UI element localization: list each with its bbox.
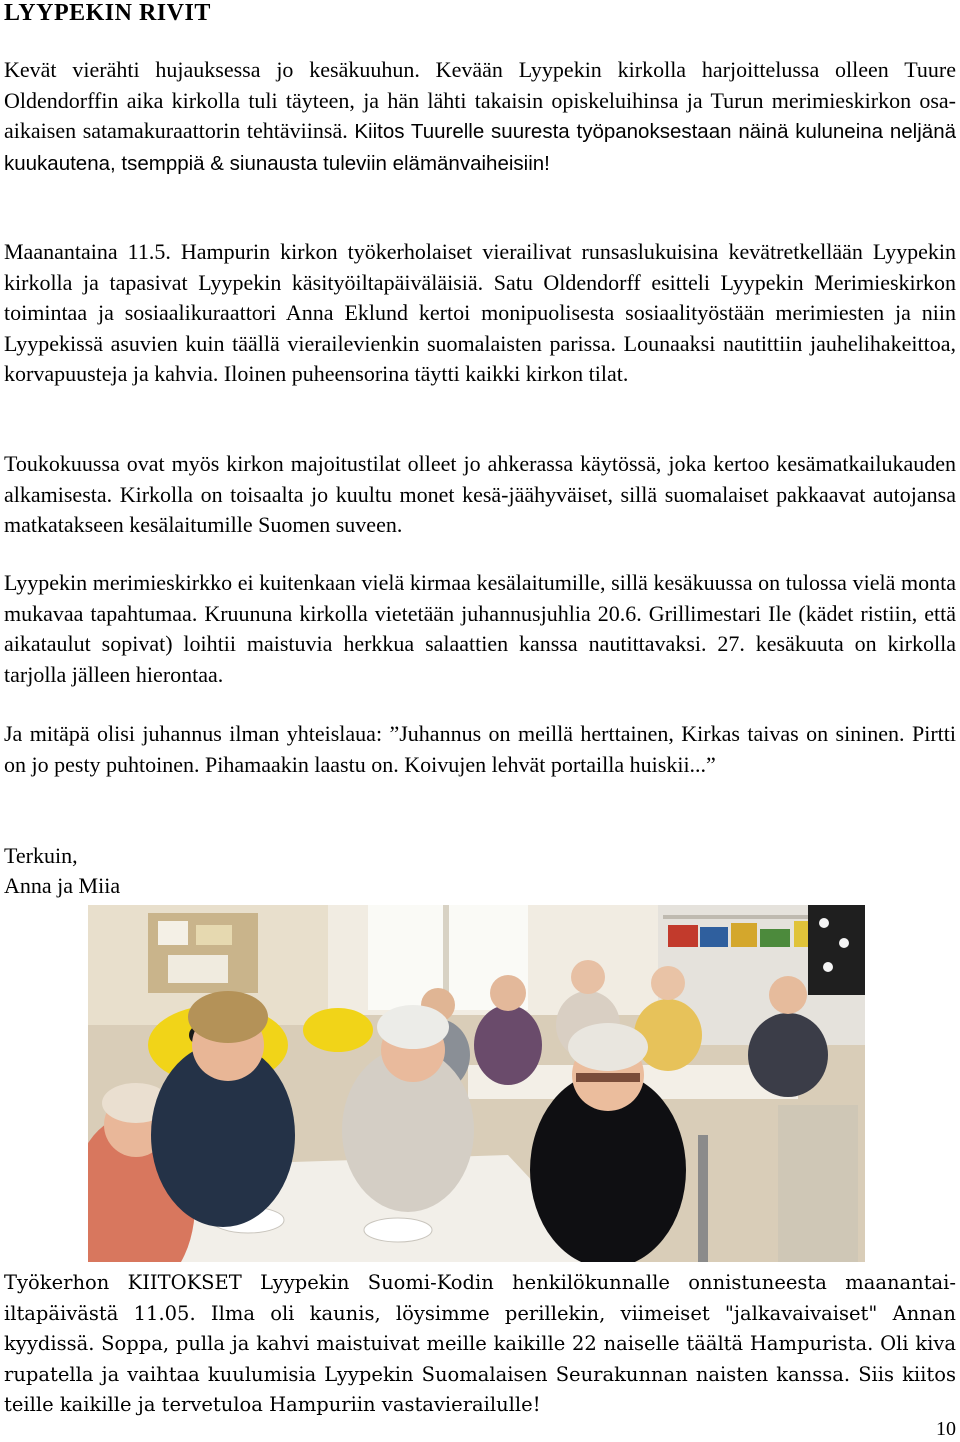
paragraph-midsummer: Ja mitäpä olisi juhannus ilman yhteislaua: ”Juhannus on meillä herttainen, Kirkas taivas on sininen. Pirtti on jo pesty puhtoinen. Pihamaakin laastu on. Koivujen lehvät portailla huiskii...”: [4, 721, 956, 777]
group-photo-illustration: [88, 905, 865, 1262]
photo-caption: Työkerhon KIITOKSET Lyypekin Suomi-Kodin henkilökunnalle onnistuneesta maanantaiiltapäivästä 11.05. Ilma oli kaunis, löysimme perillekin, viimeiset "jalkavaivaiset" Annan kyydissä. Soppa, pulla ja kahvi maistuivat meille kaikille 22 naiselle täältä Hampurista. Oli kiva rupatella ja vaihtaa kuulumisia Lyypekin Suomalaisen Seurakunnan naisten kanssa. Siis kiitos teille kaikille ja tervetuloa Hampuriin vastavierailulle!: [4, 1271, 956, 1416]
page-title: LYYPEKIN RIVIT: [4, 0, 211, 26]
paragraph-tuure-part2: Kiitos Tuurelle suuresta työpanoksestaan näinä kuluneina neljänä kuukautena, tsemppiä & siunausta tuleviin elämänvaiheisiin!: [4, 120, 956, 175]
page-number: 10: [936, 1418, 956, 1440]
paragraph-tuure: [4, 55, 956, 179]
paragraph-may: Toukokuussa ovat myös kirkon majoitustilat olleet jo ahkerassa käytössä, joka kertoo kesämatkailukauden alkamisesta. Kirkolla on toisaalta jo kuultu monet kesä-jäähyväiset, sillä suomalaiset pakkaavat autojansa matkatakseen kesälaitumille Suomen suveen.: [4, 451, 956, 537]
signature: Anna ja Miia: [4, 873, 121, 898]
paragraph-tuure-part1: Kevät vierähti hujauksessa jo kesäkuuhun. Kevään Lyypekin kirkolla harjoittelussa olleen Tuure Oldendorffin aika kirkolla tuli täyteen, ja hän lähti takaisin opiskeluihinsa ja Turun merimieskirkon osa-aikaisen satamakuraattorin tehtäviinsä.: [4, 57, 956, 143]
paragraph-visit: Maanantaina 11.5. Hampurin kirkon työkerholaiset vierailivat runsaslukuisina kevätretkellään Lyypekin kirkolla ja tapasivat Lyypekin käsityöiltapäiväläisiä. Satu Oldendorff esitteli Lyypekin Merimieskirkon toimintaa ja sosiaalikuraattori Anna Eklund kertoi monipuolisesta sosiaalityöstään merimiesten ja niin Lyypekissä asuvien kuin täällä vierailevienkin suomalaisten parissa. Lounaaksi nautittiin jauhelihakeittoa, korvapuusteja ja kahvia. Iloinen puheensorina täytti kaikki kirkon tilat.: [4, 239, 956, 386]
greeting: Terkuin,: [4, 843, 78, 868]
group-photo: [88, 905, 865, 1262]
paragraph-june: Lyypekin merimieskirkko ei kuitenkaan vielä kirmaa kesälaitumille, sillä kesäkuussa on tulossa vielä monta mukavaa tapahtumaa. Kruununa kirkolla vietetään juhannusjuhlia 20.6. Grillimestari Ile (kädet ristiin, että aikataulut sopivat) loihtii maistuvia herkkua salaattien kanssa nautittavaksi. 27. kesäkuuta on kirkolla tarjolla jälleen hierontaa.: [4, 570, 956, 687]
